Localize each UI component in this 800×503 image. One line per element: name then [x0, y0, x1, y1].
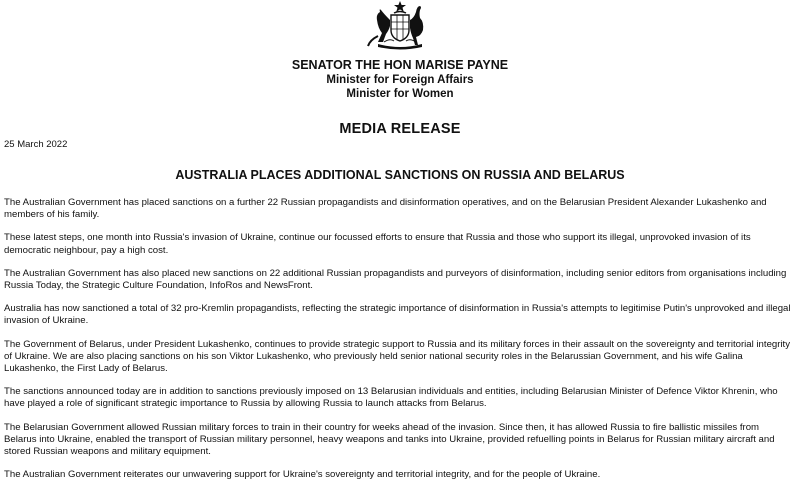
minister-role-foreign-affairs: Minister for Foreign Affairs — [326, 74, 474, 86]
body-paragraph: The Belarusian Government allowed Russian military forces to train in their country for weeks ahead of the invasion. Since then, it has allowed Russia to fire ballistic missiles from Belarus into Ukraine, enabled the transport of Russian military personnel, heavy weapons and tanks into Ukraine, provided refuelling points in Belarus for Russian military aircraft and stored Russian weapons and military equipment. — [4, 421, 775, 458]
release-type-heading: MEDIA RELEASE — [339, 121, 461, 137]
release-body — [4, 197, 794, 492]
body-paragraph: The Australian Government has placed sanctions on a further 22 Russian propagandists and disinformation operatives, and on the Belarusian President Alexander Lukashenko and members of his family. — [4, 197, 767, 221]
letterhead — [0, 58, 800, 101]
body-paragraph: The Australian Government reiterates our unwavering support for Ukraine's sovereignty and territorial integrity, and for the people of Ukraine. — [4, 469, 601, 481]
body-paragraph: The Government of Belarus, under President Lukashenko, continues to provide strategic support to Russia and its military forces in their assault on the sovereignty and territorial integrity of Ukraine. We are also placing sanctions on his son Viktor Lukashenko, who previously held senior national security roles in the Belarussian Government, and his wife Galina Lukashenko, the First Lady of Belarus. — [4, 338, 791, 375]
body-paragraph: These latest steps, one month into Russia's invasion of Ukraine, continue our focussed efforts to ensure that Russia and those who support its illegal, unprovoked invasion of its democratic neighbour, pay a high cost. — [4, 232, 751, 256]
body-paragraph: The Australian Government has also placed new sanctions on 22 additional Russian propagandists and purveyors of disinformation, including senior editors from organisations including Russia Today, the Strategic Culture Foundation, InfoRos and NewsFront. — [4, 267, 787, 292]
australian-coat-of-arms-icon — [364, 0, 436, 50]
senator-name: SENATOR THE HON MARISE PAYNE — [291, 58, 509, 72]
body-paragraph: The sanctions announced today are in addition to sanctions previously imposed on 13 Belarusian individuals and entities, including Belarusian Minister of Defence Viktor Khrenin, who have played a role of significant strategic importance to Russia by allowing Russia to launch attacks from Belarus. — [4, 386, 778, 410]
minister-role-women: Minister for Women — [346, 88, 454, 100]
release-date: 25 March 2022 — [4, 139, 68, 150]
body-paragraph: Australia has now sanctioned a total of 32 pro-Kremlin propagandists, reflecting the strategic importance of disinformation in Russia's attempts to legitimise Putin's unprovoked and illegal invasion of Ukraine. — [4, 303, 791, 327]
release-headline: AUSTRALIA PLACES ADDITIONAL SANCTIONS ON RUSSIA AND BELARUS — [175, 168, 625, 182]
